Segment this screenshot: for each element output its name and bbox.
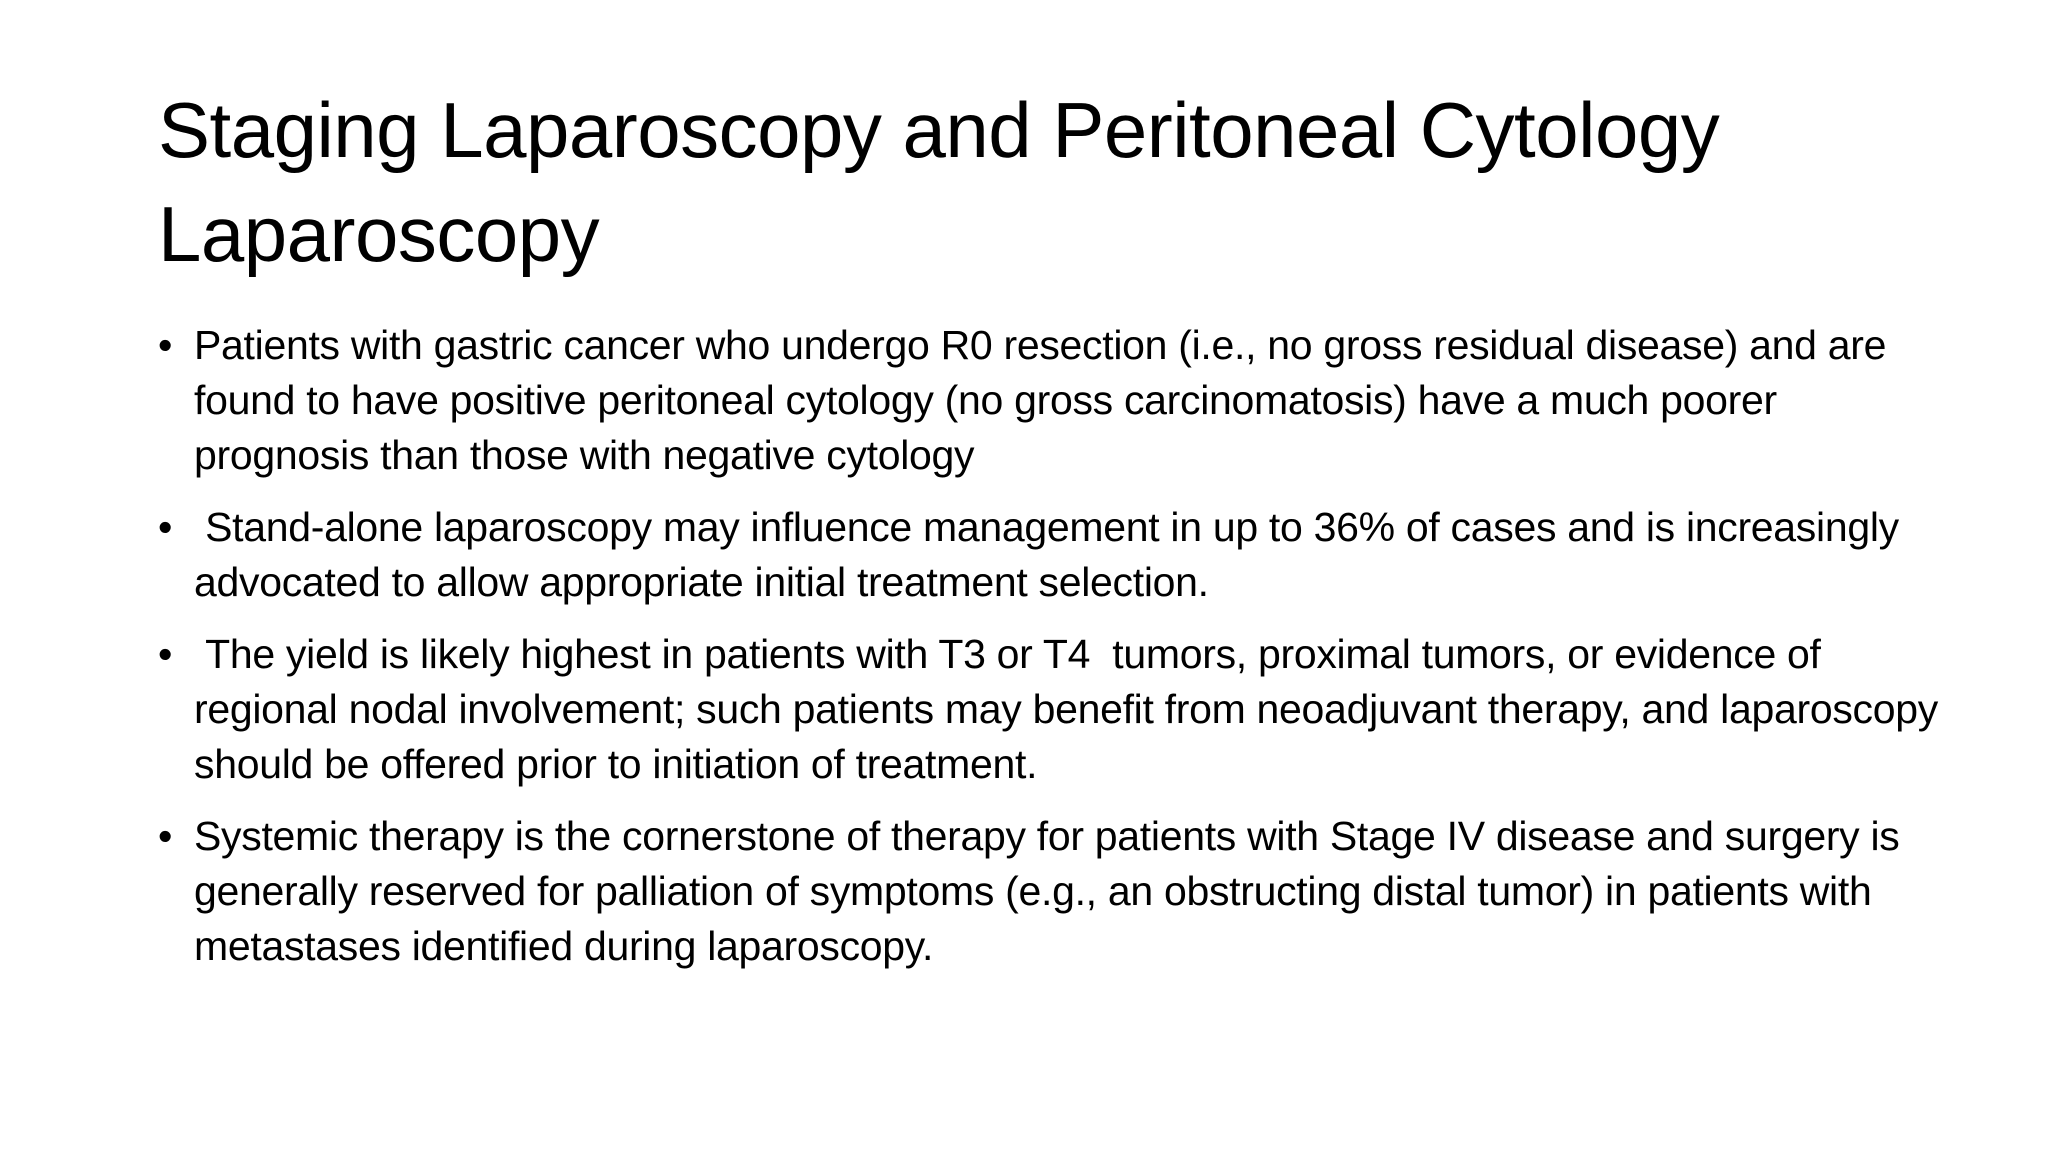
bullet-text: Systemic therapy is the cornerstone of therapy for patients with Stage IV disease and surgery is generally reserved for palliation of symptoms (e.g., an obstructing distal tumor) in patients with metastases identified during laparoscopy.	[194, 813, 1911, 969]
bullet-item	[158, 500, 1948, 610]
bullet-marker: •	[158, 813, 173, 859]
bullet-marker: •	[158, 631, 173, 677]
bullet-marker: •	[158, 504, 173, 550]
bullet-item	[158, 318, 1948, 483]
slide-title	[158, 78, 1918, 286]
bullet-text: Stand-alone laparoscopy may influence management in up to 36% of cases and is increasingly advocated to allow appropriate initial treatment selection.	[194, 504, 1910, 605]
bullet-marker: •	[158, 322, 173, 368]
bullet-item	[158, 809, 1948, 974]
slide-title-line-1: Staging Laparoscopy and Peritoneal Cytology	[158, 86, 1720, 174]
bullet-text: The yield is likely highest in patients with T3 or T4 tumors, proximal tumors, or evidence of regional nodal involvement; such patients may benefit from neoadjuvant therapy, and laparoscopy should be offered prior to initiation of treatment.	[194, 631, 1950, 787]
bullet-text: Patients with gastric cancer who undergo R0 resection (i.e., no gross residual disease) and are found to have positive peritoneal cytology (no gross carcinomatosis) have a much poorer prognosis than those with negative cytology	[194, 322, 1898, 478]
bullet-list	[158, 318, 1948, 991]
bullet-item	[158, 627, 1948, 792]
slide-title-line-2: Laparoscopy	[158, 190, 600, 278]
